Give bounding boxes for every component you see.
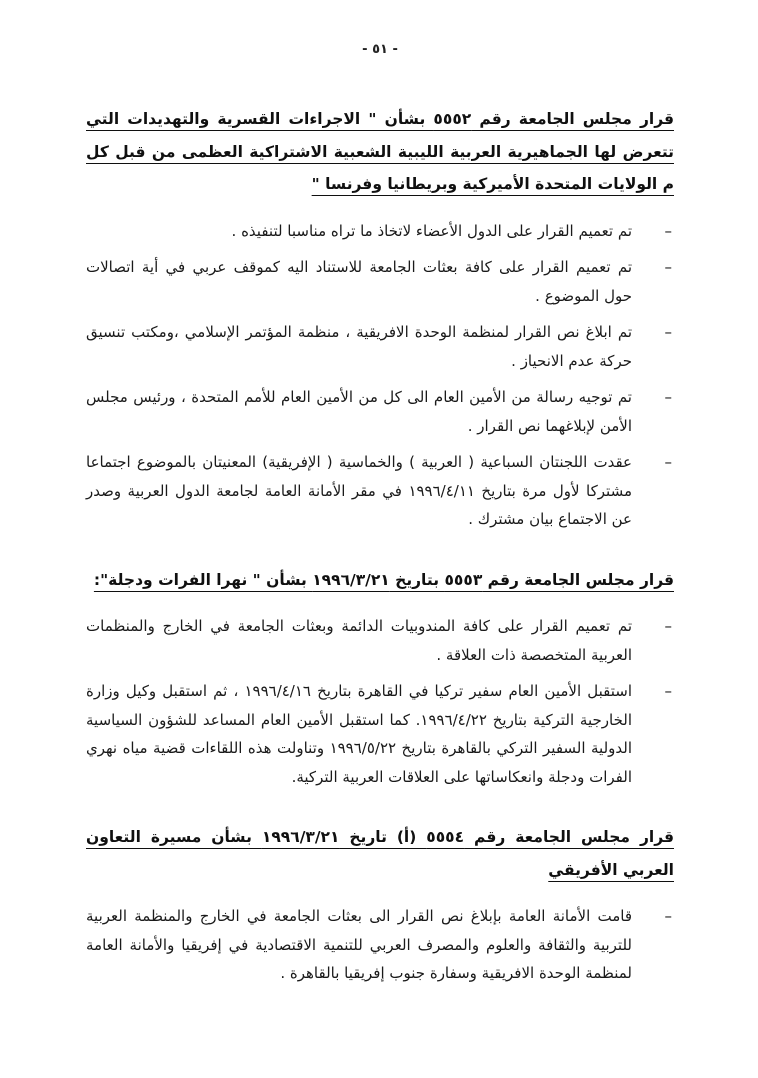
section-heading: قرار مجلس الجامعة رقم ٥٥٥٢ بشأن " الاجراءات القسرية والتهديدات التي تتعرض لها الجماهيرية العربية الليبية الشعبية الاشتراكية العظمى من قبل كل م الولايات المتحدة الأميركية وبريطانيا وفرنسا " [86, 110, 674, 194]
list-item-text: تم ابلاغ نص القرار لمنظمة الوحدة الافريقية ، منظمة المؤتمر الإسلامي ،ومكتب تنسيق حركة عدم الانحياز . [86, 323, 632, 370]
dash-bullet: – [664, 258, 672, 277]
dash-bullet: – [664, 388, 672, 407]
page-number: - ٥١ - [362, 42, 398, 57]
list-item-text: تم توجيه رسالة من الأمين العام الى كل من الأمين العام للأمم المتحدة ، ورئيس مجلس الأمن لإبلاغهما نص القرار . [86, 388, 632, 435]
section-items [86, 902, 674, 988]
dash-bullet: – [664, 453, 672, 472]
dash-bullet: – [664, 907, 672, 926]
list-item [86, 612, 674, 669]
section-items [86, 612, 674, 791]
dash-bullet: – [664, 323, 672, 342]
section-heading: قرار مجلس الجامعة رقم ٥٥٥٤ (أ) تاريخ ١٩٩٦/٣/٢١ بشأن مسيرة التعاون العربي الأفريقي [86, 828, 674, 879]
list-item-text: عقدت اللجنتان السباعية ( العربية ) والخماسية ( الإفريقية) المعنيتان بالموضوع اجتماعا مشتركا لأول مرة بتاريخ ١٩٩٦/٤/١١ في مقر الأمانة العامة لجامعة الدول العربية وصدر عن الاجتماع بيان مشترك . [86, 453, 632, 529]
list-item-text: قامت الأمانة العامة بإبلاغ نص القرار الى بعثات الجامعة في الخارج والمنظمة العربية للتربية والثقافة والعلوم والمصرف العربي للتنمية الاقتصادية في إفريقيا والأمانة العامة لمنظمة الوحدة الافريقية وسفارة جنوب إفريقيا بالقاهرة . [86, 907, 632, 983]
list-item [86, 217, 674, 246]
dash-bullet: – [664, 221, 672, 240]
section-heading: قرار مجلس الجامعة رقم ٥٥٥٣ بتاريخ ١٩٩٦/٣/٢١ بشأن " نهرا الفرات ودجلة": [93, 570, 674, 589]
resolution-section-5554 [86, 821, 674, 988]
dash-bullet: – [664, 682, 672, 701]
dash-bullet: – [664, 617, 672, 636]
list-item [86, 253, 674, 310]
list-item-text: تم تعميم القرار على كافة بعثات الجامعة للاستناد اليه كموقف عربي في أية اتصالات حول الموضوع . [86, 258, 632, 305]
resolution-section-5553 [86, 564, 674, 792]
list-item-text: تم تعميم القرار على كافة المندوبيات الدائمة وبعثات الجامعة في الخارج والمنظمات العربية المتخصصة ذات العلاقة . [86, 617, 632, 664]
section-items [86, 217, 674, 534]
list-item [86, 318, 674, 375]
list-item-text: استقبل الأمين العام سفير تركيا في القاهرة بتاريخ ١٩٩٦/٤/١٦ ، ثم استقبل وكيل وزارة الخارجية التركية بتاريخ ١٩٩٦/٤/٢٢. كما استقبل الأمين العام المساعد للشؤون السياسية الدولية السفير التركي بالقاهرة بتاريخ ١٩٩٦/٥/٢٢ وتناولت هذه اللقاءات قضية مياه نهري الفرات ودجلة وانعكاساتها على العلاقات العربية التركية. [86, 682, 632, 786]
list-item [86, 677, 674, 791]
list-item [86, 383, 674, 440]
list-item [86, 902, 674, 988]
list-item-text: تم تعميم القرار على الدول الأعضاء لاتخاذ ما تراه مناسبا لتنفيذه . [231, 221, 632, 240]
resolution-section-5552 [86, 103, 674, 534]
list-item [86, 448, 674, 534]
